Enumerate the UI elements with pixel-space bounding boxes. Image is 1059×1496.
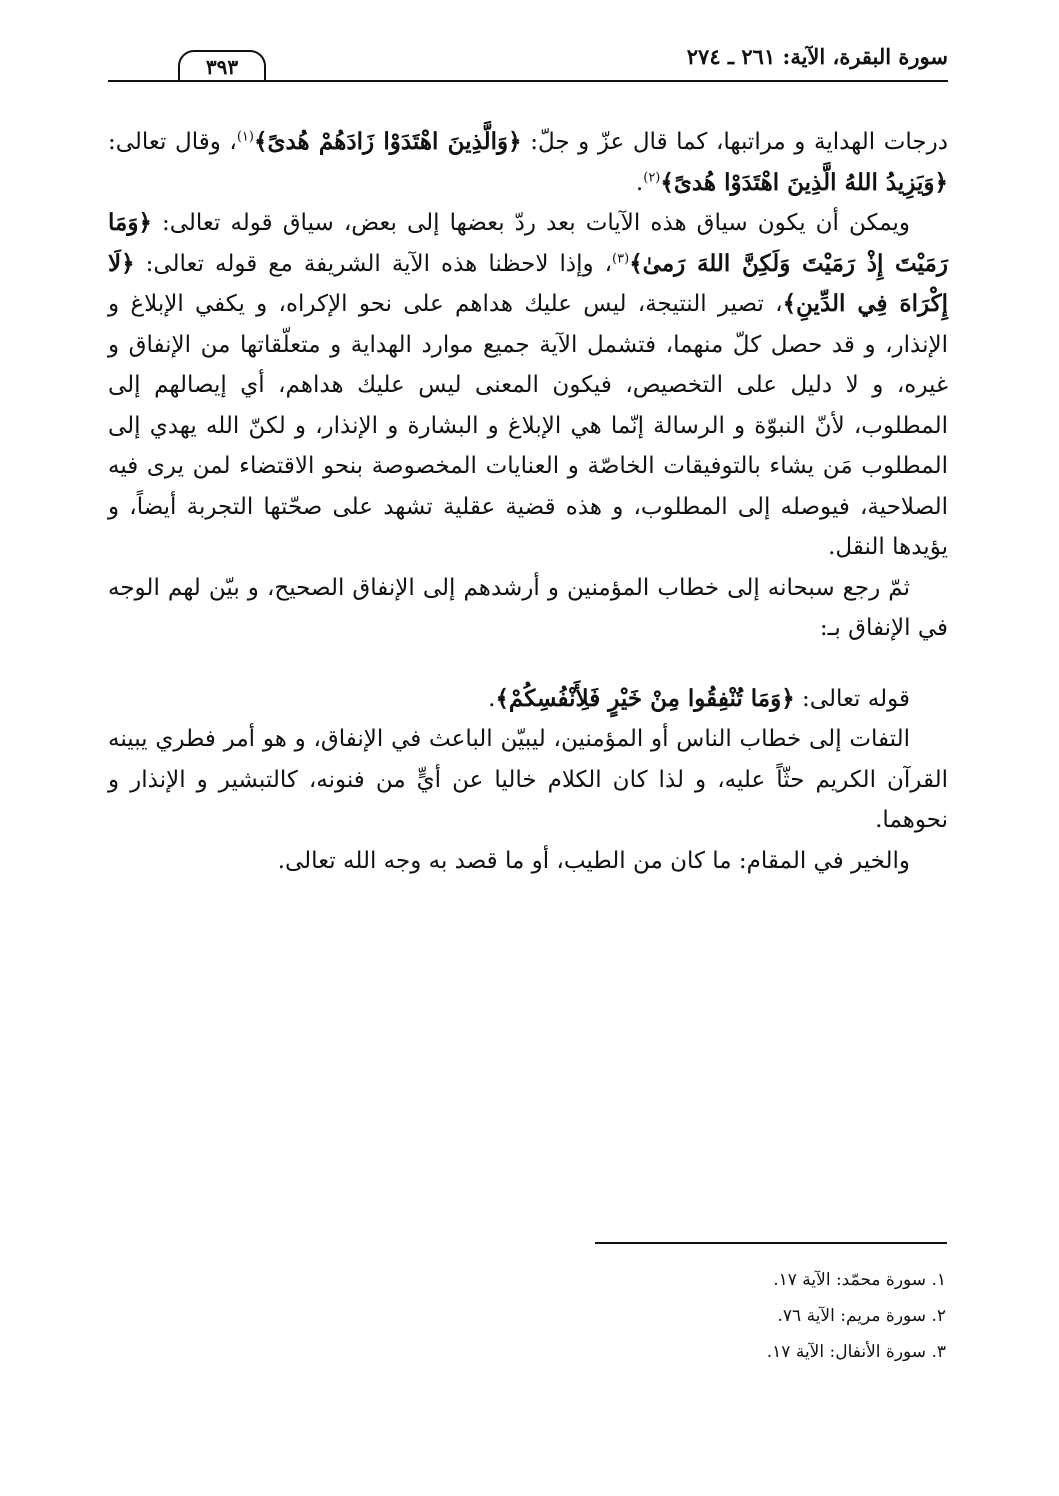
main-text — [108, 122, 948, 881]
footnote-ref: (٣) — [612, 250, 630, 266]
footnote-item: ٢. سورة مريم: الآية ٧٦. — [777, 1306, 946, 1326]
footnote-ref: (١) — [236, 129, 254, 145]
quran-verse: ﴿وَالَّذِينَ اهْتَدَوْا زَادَهُمْ هُدىً﴾ — [253, 128, 522, 155]
header-rule — [108, 80, 948, 82]
page-header — [108, 40, 948, 80]
paragraph-3: ثمّ رجع سبحانه إلى خطاب المؤمنين و أرشدهم إلى الإنفاق الصحيح، و بيّن لهم الوجه في الإنفاق بـ: — [108, 574, 948, 641]
footnote-item: ٣. سورة الأنفال: الآية ١٧. — [766, 1342, 946, 1362]
paragraph-2: ويمكن أن يكون سياق هذه الآيات بعد ردّ بعضها إلى بعض، سياق قوله تعالى: ﴿وَمَا رَمَيْتَ إِذْ رَمَيْتَ وَلَكِنَّ اللهَ رَمىٰ﴾$^{(٣)}$، وإذا لاحظنا هذه الآية الشريفة مع قوله تعالى: ﴿لَا إِكْرَاهَ فِي الدِّينِ﴾، تصير النتيجة، ليس عليك هداهم على نحو الإكراه، و يكفي الإبلاغ و الإنذار، و قد حصل كلّ منهما، فتشمل الآية جميع موارد الهداية و متعلّقاتها من الإنفاق و غيره، و لا دليل على التخصيص، فيكون المعنى ليس عليك هداهم، أي إيصالهم إلى المطلوب، لأنّ النبوّة و الرسالة إنّما هي الإبلاغ و البشارة و الإنذار، و لكنّ الله يهدي إلى المطلوب مَن يشاء بالتوفيقات الخاصّة و العنايات المخصوصة بنحو الاقتضاء لمن يرى فيه الصلاحية، فيوصله إلى المطلوب، و هذه قضية عقلية تشهد على صحّتها التجربة أيضاً، و يؤيدها النقل. — [108, 209, 948, 560]
paragraph-5: والخير في المقام: ما كان من الطيب، أو ما قصد به وجه الله تعالى. — [277, 847, 910, 874]
running-title: سورة البقرة، الآية: ٢٦١ ـ ٢٧٤ — [686, 44, 948, 69]
footnote-item: ١. سورة محمّد: الآية ١٧. — [773, 1270, 946, 1290]
footnote-ref: (٢) — [643, 169, 661, 185]
quran-verse: ﴿وَيَزِيدُ اللهُ الَّذِينَ اهْتَدَوْا هُدىً﴾ — [660, 168, 948, 196]
quran-verse: ﴿لَا إِكْرَاهَ فِي الدِّينِ﴾ — [108, 249, 948, 317]
footnote-separator — [595, 1242, 947, 1244]
verse-heading: قوله تعالى: ﴿وَمَا تُنْفِقُوا مِنْ خَيْرٍ فَلِأَنْفُسِكُمْ﴾. — [488, 684, 910, 712]
quran-verse: ﴿وَمَا تُنْفِقُوا مِنْ خَيْرٍ فَلِأَنْفُسِكُمْ﴾ — [495, 684, 795, 712]
paragraph-4: التفات إلى خطاب الناس أو المؤمنين، ليبيّن الباعث في الإنفاق، و هو أمر فطري يبينه القرآن الكريم حثّاً عليه، و لذا كان الكلام خاليا عن أيٍّ من فنونه، كالتبشير و الإنذار و نحوهما. — [108, 726, 948, 833]
quran-verse: ﴿وَمَا رَمَيْتَ إِذْ رَمَيْتَ وَلَكِنَّ اللهَ رَمىٰ﴾ — [108, 209, 948, 277]
footnotes — [108, 1262, 946, 1370]
page-number: ٣٩٣ — [178, 50, 266, 82]
paragraph-1: درجات الهداية و مراتبها، كما قال عزّ و جلّ: ﴿وَالَّذِينَ اهْتَدَوْا زَادَهُمْ هُدىً﴾$^{(١)}$، وقال تعالى: ﴿وَيَزِيدُ اللهُ الَّذِينَ اهْتَدَوْا هُدىً﴾$^{(٢)}$. — [108, 128, 948, 196]
